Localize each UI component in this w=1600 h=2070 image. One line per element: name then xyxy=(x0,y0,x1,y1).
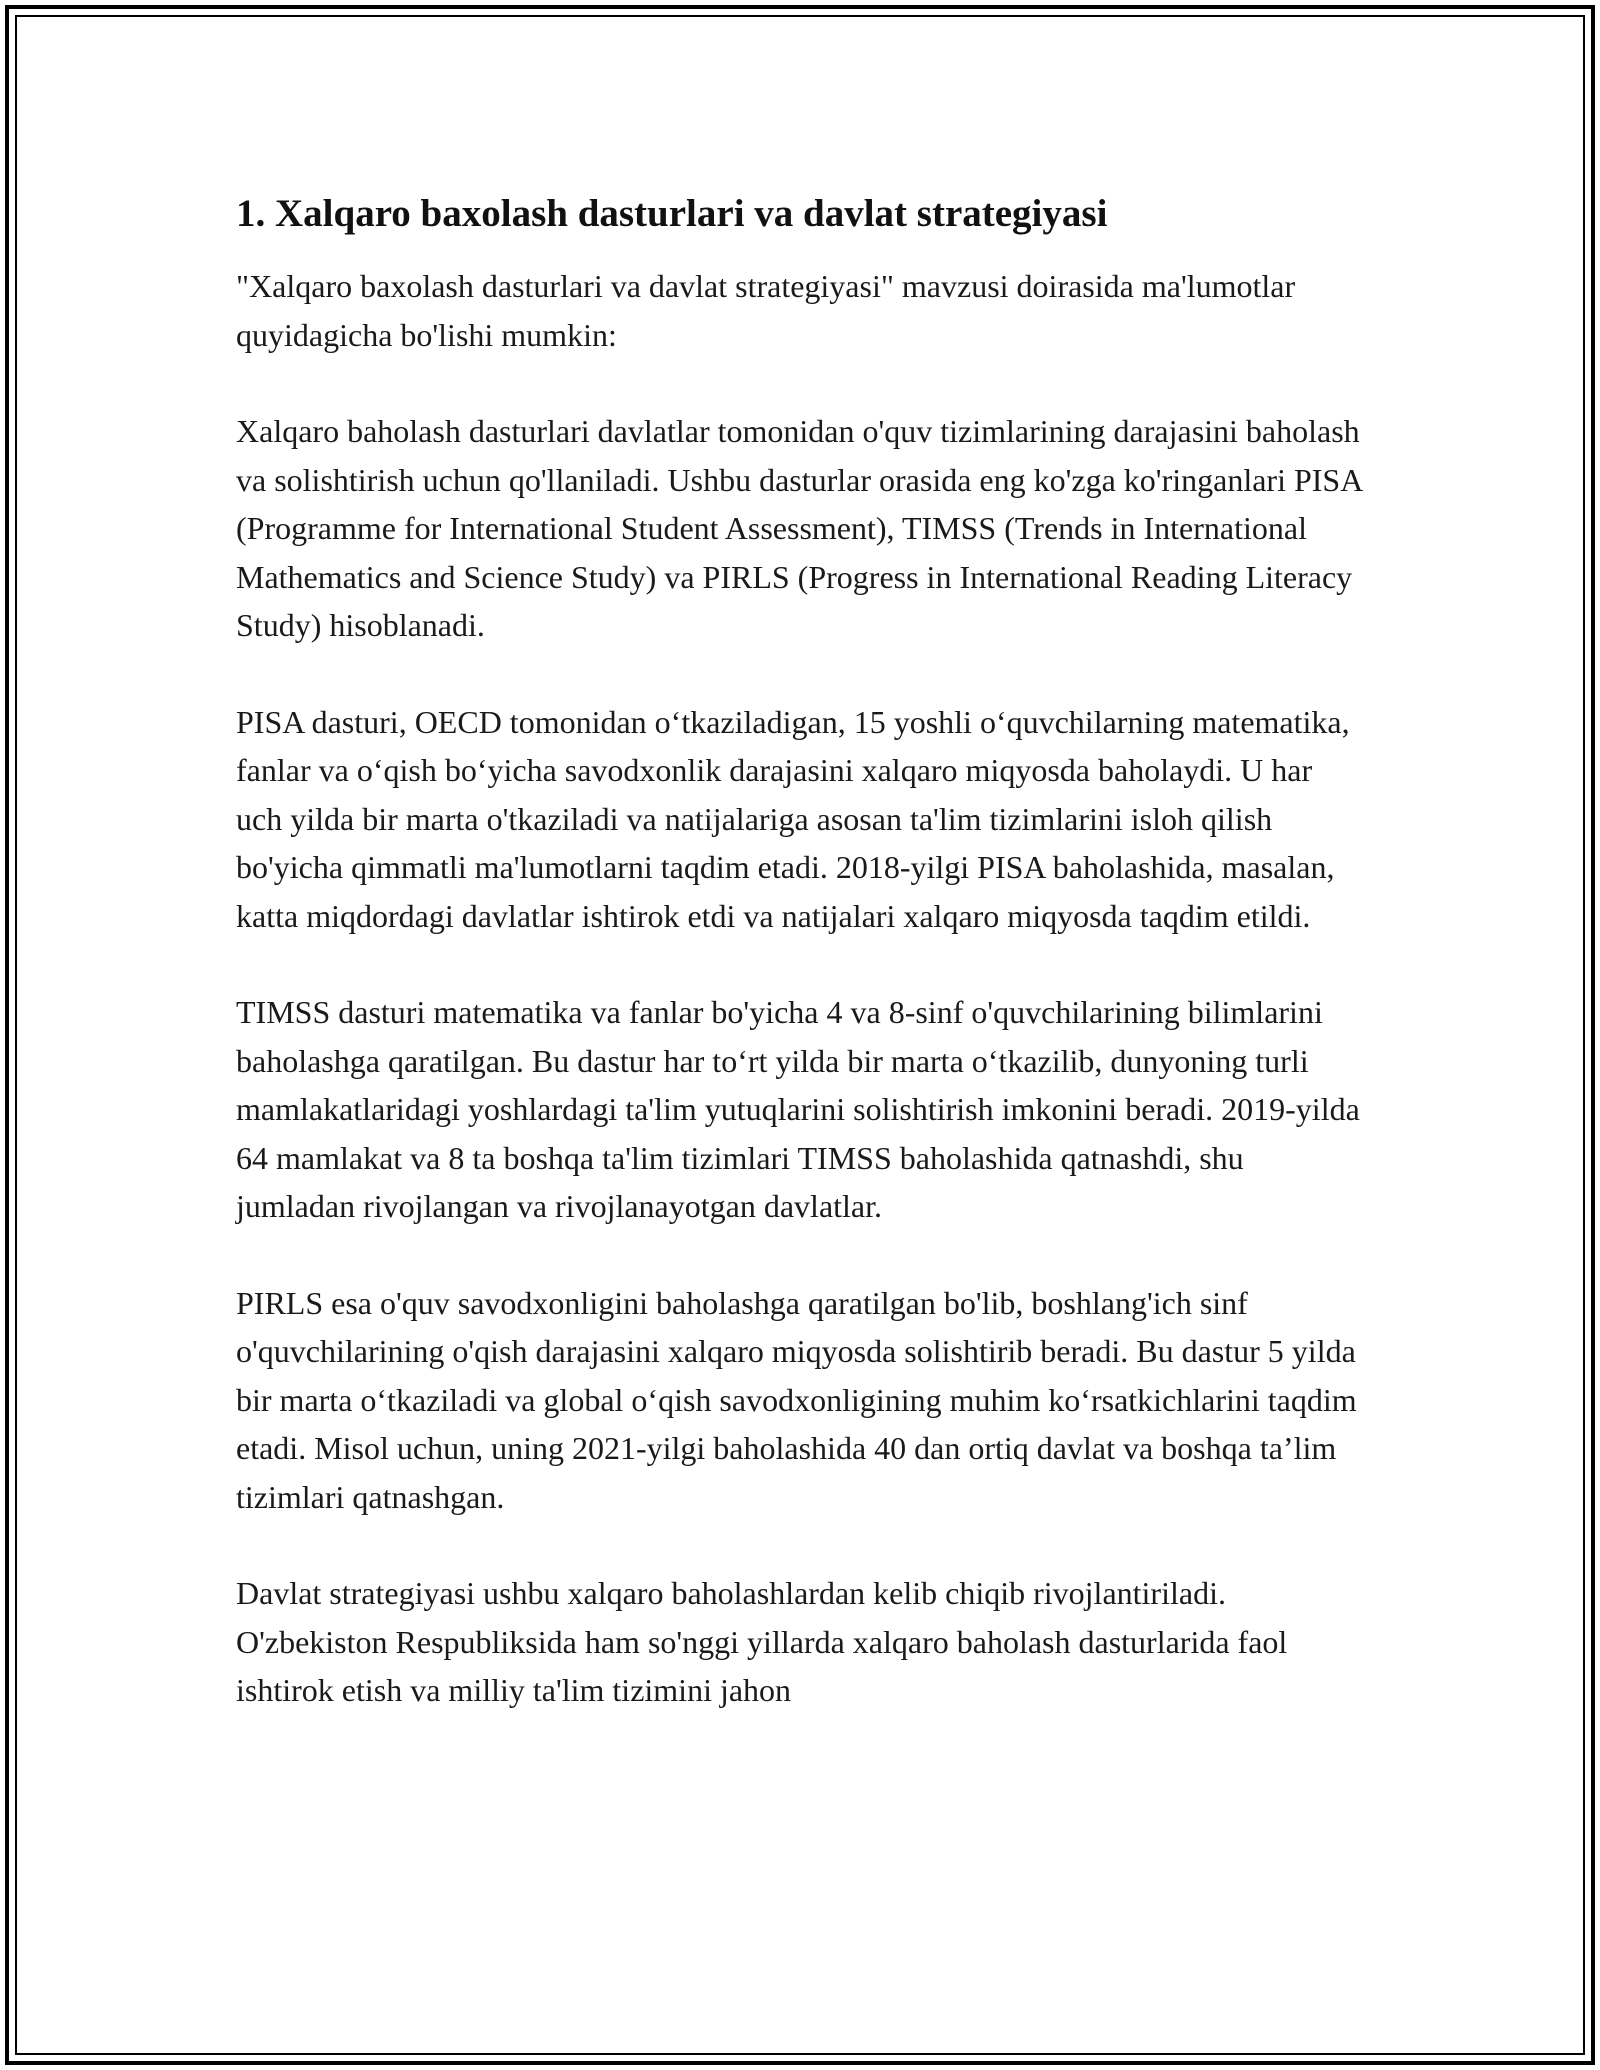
intro-paragraph: "Xalqaro baxolash dasturlari va davlat strategiyasi" mavzusi doirasida ma'lumotlar quyidagicha bo'lishi mumkin: xyxy=(236,268,1296,353)
strategy-paragraph: Davlat strategiyasi ushbu xalqaro baholashlardan kelib chiqib rivojlantiriladi. O'zbekiston Respubliksida ham so'nggi yillarda xalqaro baholash dasturlarida faol ishtirok etish va milliy ta'lim tizimini jahon xyxy=(236,1575,1288,1708)
pisa-paragraph: PISA dasturi, OECD tomonidan o‘tkaziladigan, 15 yoshli o‘quvchilarning matematika, fanlar va o‘qish bo‘yicha savodxonlik darajasini xalqaro miqyosda baholaydi. U har uch yilda bir marta o'tkaziladi va natijalariga asosan ta'lim tizimlarini isloh qilish bo'yicha qimmatli ma'lumotlarni taqdim etadi. 2018-yilgi PISA baholashida, masalan, katta miqdordagi davlatlar ishtirok etdi va natijalari xalqaro miqyosda taqdim etildi. xyxy=(236,703,1350,934)
overview-paragraph: Xalqaro baholash dasturlari davlatlar tomonidan o'quv tizimlarining darajasini baholash va solishtirish uchun qo'llaniladi. Ushbu dasturlar orasida eng ko'zga ko'ringanlari PISA (Programme for International Student Assessment), TIMSS (Trends in International Mathematics and Science Study) va PIRLS (Progress in International Reading Literacy Study) hisoblanadi. xyxy=(236,413,1362,643)
timss-paragraph: TIMSS dasturi matematika va fanlar bo'yicha 4 va 8-sinf o'quvchilarining bilimlarini baholashga qaratilgan. Bu dastur har to‘rt yilda bir marta o‘tkazilib, dunyoning turli mamlakatlaridagi yoshlardagi ta'lim yutuqlarini solishtirish imkonini beradi. 2019-yilda 64 mamlakat va 8 ta boshqa ta'lim tizimlari TIMSS baholashida qatnashdi, shu jumladan rivojlangan va rivojlanayotgan davlatlar. xyxy=(236,994,1360,1224)
pirls-paragraph: PIRLS esa o'quv savodxonligini baholashga qaratilgan bo'lib, boshlang'ich sinf o'quvchilarining o'qish darajasini xalqaro miqyosda solishtirib beradi. Bu dastur 5 yilda bir marta o‘tkaziladi va global o‘qish savodxonligining muhim ko‘rsatkichlarini taqdim etadi. Misol uchun, uning 2021-yilgi baholashida 40 dan ortiq davlat va boshqa ta’lim tizimlari qatnashgan. xyxy=(236,1284,1357,1515)
section-heading: 1. Xalqaro baxolash dasturlari va davlat strategiyasi xyxy=(236,192,1108,235)
document-body xyxy=(236,186,1366,1763)
